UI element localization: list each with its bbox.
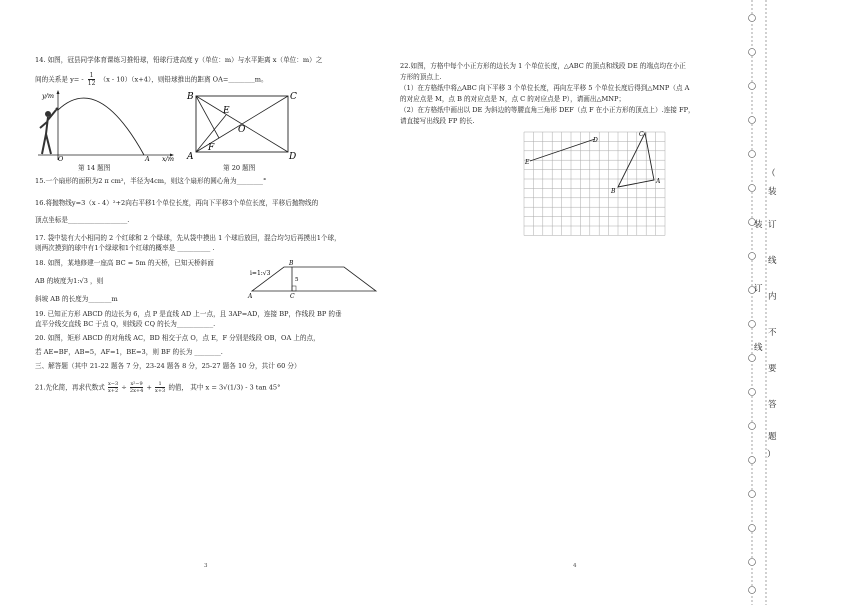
- fig14-origin: O: [58, 155, 64, 162]
- q15: 15.一个扇形的面积为2 π cm²，半径为4cm，则这个扇形的圆心角为________°: [35, 177, 267, 185]
- binding-hole: [749, 253, 756, 260]
- binding-open-paren: （: [767, 169, 776, 179]
- grid-label-b: B: [611, 188, 616, 195]
- segment-de: [530, 139, 595, 161]
- binding-hole: [749, 117, 756, 124]
- q14-frac-num: 1: [89, 72, 94, 79]
- q22-line5: （2）在方格纸中画出以 DE 为斜边的等腰直角三角形 DEF（点 F 在小正方形的顶点上）.连接 FP，: [400, 106, 695, 114]
- section-3-heading: 三、解答题（其中 21-22 题各 7 分，23-24 题各 8 分，25-27 题各 10 分，共计 60 分）: [35, 362, 301, 370]
- fig20-label-o: O: [238, 125, 246, 135]
- binding-dashed-lines: [752, 0, 766, 605]
- binding-outer-char: 装: [768, 187, 777, 197]
- fig14-y-arrow: [57, 90, 60, 94]
- q18-line3: 斜坡 AB 的长度为_______m: [35, 295, 118, 303]
- grid-label-a: A: [656, 178, 661, 185]
- binding-outer-char: 题: [768, 432, 777, 442]
- fig18-label-a: A: [248, 293, 253, 300]
- binding-hole: [749, 491, 756, 498]
- fig20-label-b: B: [187, 92, 194, 102]
- grid-label-d: D: [593, 137, 598, 144]
- q20-line2: 若 AE=BF，AB=5，AF=1，BE=3，则 BF 的长为 ________.: [35, 348, 223, 356]
- q21-f2-den: 2x+4: [129, 388, 144, 394]
- q21-fraction-3: [155, 381, 165, 394]
- q17-line2: 则两次摸到的球中有1个绿球和1个红球的概率是 __________ .: [35, 244, 215, 252]
- fig20-label-f: F: [208, 143, 215, 153]
- binding-inner-char: 订: [754, 284, 763, 294]
- fig20-label-c: C: [290, 92, 297, 102]
- fig18-right-angle: [292, 286, 296, 291]
- q22-line4: 的对应点是 M，点 B 的对应点是 N，点 C 的对应点是 P），请画出△MNP；: [400, 95, 626, 103]
- binding-close-paren: ）: [767, 450, 776, 460]
- binding-hole: [749, 15, 756, 22]
- fig18-label-b: B: [289, 260, 294, 267]
- binding-outer-char: 要: [768, 364, 777, 374]
- grid-label-c: C: [639, 131, 644, 138]
- q18-line2: AB 的坡度为1:√3 ，则: [35, 277, 104, 285]
- binding-outer-char: 不: [768, 328, 777, 338]
- binding-hole: [749, 457, 756, 464]
- q18-line1: 18. 如图，某地修建一座高 BC = 5m 的天桥，已知天桥斜面: [35, 259, 214, 267]
- figure-18: [244, 258, 386, 300]
- q19-line2: 直平分线交直线 BC 于点 Q，则线段 CQ 的长为___________.: [35, 320, 216, 328]
- page-number-left: 3: [204, 563, 208, 569]
- q21-plus: +: [146, 383, 152, 392]
- q14-frac-den: 12: [87, 80, 96, 87]
- figure-20: [186, 88, 298, 162]
- q22-line2: 方形的顶点上.: [400, 73, 442, 81]
- q21-f2-num: x²−9: [130, 381, 143, 387]
- figure-22-grid: [520, 128, 670, 240]
- q22-line6: 请直接写出线段 FP 的长.: [400, 117, 475, 125]
- binding-hole: [749, 423, 756, 430]
- fig18-bridge: [252, 267, 376, 291]
- binding-hole: [749, 151, 756, 158]
- binding-outer-char: 线: [768, 256, 777, 266]
- binding-outer-char: 订: [768, 220, 777, 230]
- binding-inner-char: 装: [754, 220, 763, 230]
- fig18-height-label: 5: [295, 277, 299, 283]
- q14-text-a: 间的关系是 y= -: [35, 75, 84, 84]
- binding-hole: [749, 355, 756, 362]
- q21-text-a: 21.先化简，再求代数式: [35, 383, 105, 392]
- fig20-segment-bf: [196, 96, 219, 138]
- q17-line1: 17. 袋中装有大小相同的 2 个红球和 2 个绿球，先从袋中摸出 1 个球后放回，混合均匀后再摸出1个球，: [35, 234, 341, 242]
- q21-f3-num: 1: [155, 381, 165, 388]
- grid-label-e: E: [525, 159, 530, 166]
- q22-line3: （1）在方格纸中将△ABC 向下平移 3 个单位长度，再向左平移 5 个单位长度后得到△MNP（点 A: [400, 84, 690, 92]
- q14-line1: 14. 如图，冠县同学体育课练习推铅球，铅球行进高度 y（单位：m）与水平距离 x（单位：m）之: [35, 56, 323, 64]
- binding-hole: [749, 587, 756, 594]
- figure-14: [36, 88, 176, 162]
- q16-line2: 顶点坐标是__________________.: [35, 216, 130, 224]
- binding-hole: [749, 83, 756, 90]
- binding-inner-char: 线: [754, 343, 763, 353]
- q20-line1: 20. 如图，矩形 ABCD 的对角线 AC，BD 相交于点 O，点 E，F 分别是线段 OB，OA 上的点，: [35, 334, 320, 342]
- fig14-y-label: y/m: [42, 92, 55, 100]
- binding-margin: [746, 0, 786, 605]
- q14-line2: [35, 72, 268, 87]
- q16-line1: 16.将抛物线y=3（x - 4）²+2向右平移1个单位长度，再向下平移3个单位长度，平移后抛物线的: [35, 199, 319, 207]
- q21-fraction-1: [108, 381, 118, 394]
- q22-line1: 22.如图，方格中每个小正方形的边长为 1 个单位长度，△ABC 的顶点和线段 DE 的端点均在小正: [400, 62, 686, 70]
- fig20-label-a: A: [187, 152, 194, 162]
- fig20-caption: 第 20 题图: [223, 164, 256, 172]
- binding-hole: [749, 321, 756, 328]
- binding-hole: [749, 185, 756, 192]
- fig14-shot: [56, 108, 59, 111]
- q21-f3-den: x+3: [155, 388, 166, 394]
- fig14-x-label: x/m: [162, 155, 175, 162]
- fig14-trajectory: [58, 98, 144, 155]
- q21-fraction-2: [130, 381, 143, 394]
- binding-hole: [749, 525, 756, 532]
- fig20-label-e: E: [223, 106, 230, 116]
- fig18-slope: i=1:√3: [250, 270, 271, 277]
- binding-hole: [749, 559, 756, 566]
- q14-text-b: （x - 10）（x+4），则铅球推出的距离 OA=________m。: [99, 75, 268, 84]
- page-number-right: 4: [573, 563, 577, 569]
- q14-fraction: [88, 72, 96, 87]
- q21-text-b: 的值， 其中 x = 3√(1/3) - 3 tan 45°: [168, 383, 281, 392]
- binding-hole: [749, 389, 756, 396]
- q21-f1-den: x+2: [107, 388, 119, 394]
- q21: [35, 381, 280, 394]
- grid-lines: [524, 132, 665, 235]
- q21-f1-num: x−3: [107, 381, 119, 387]
- q21-divide: ÷: [121, 383, 127, 392]
- fig14-point-a: A: [145, 155, 150, 162]
- fig14-caption: 第 14 题图: [78, 164, 111, 172]
- fig18-label-c: C: [290, 293, 295, 300]
- binding-hole: [749, 49, 756, 56]
- fig20-label-d: D: [289, 152, 297, 162]
- binding-outer-char: 答: [768, 400, 777, 410]
- binding-outer-char: 内: [768, 292, 777, 302]
- binding-line-art: [746, 0, 786, 605]
- q19-line1: 19. 已知正方形 ABCD 的边长为 6，点 P 是直线 AD 上一点，且 3AP=AD，连接 BP，作线段 BP 的垂: [35, 310, 342, 318]
